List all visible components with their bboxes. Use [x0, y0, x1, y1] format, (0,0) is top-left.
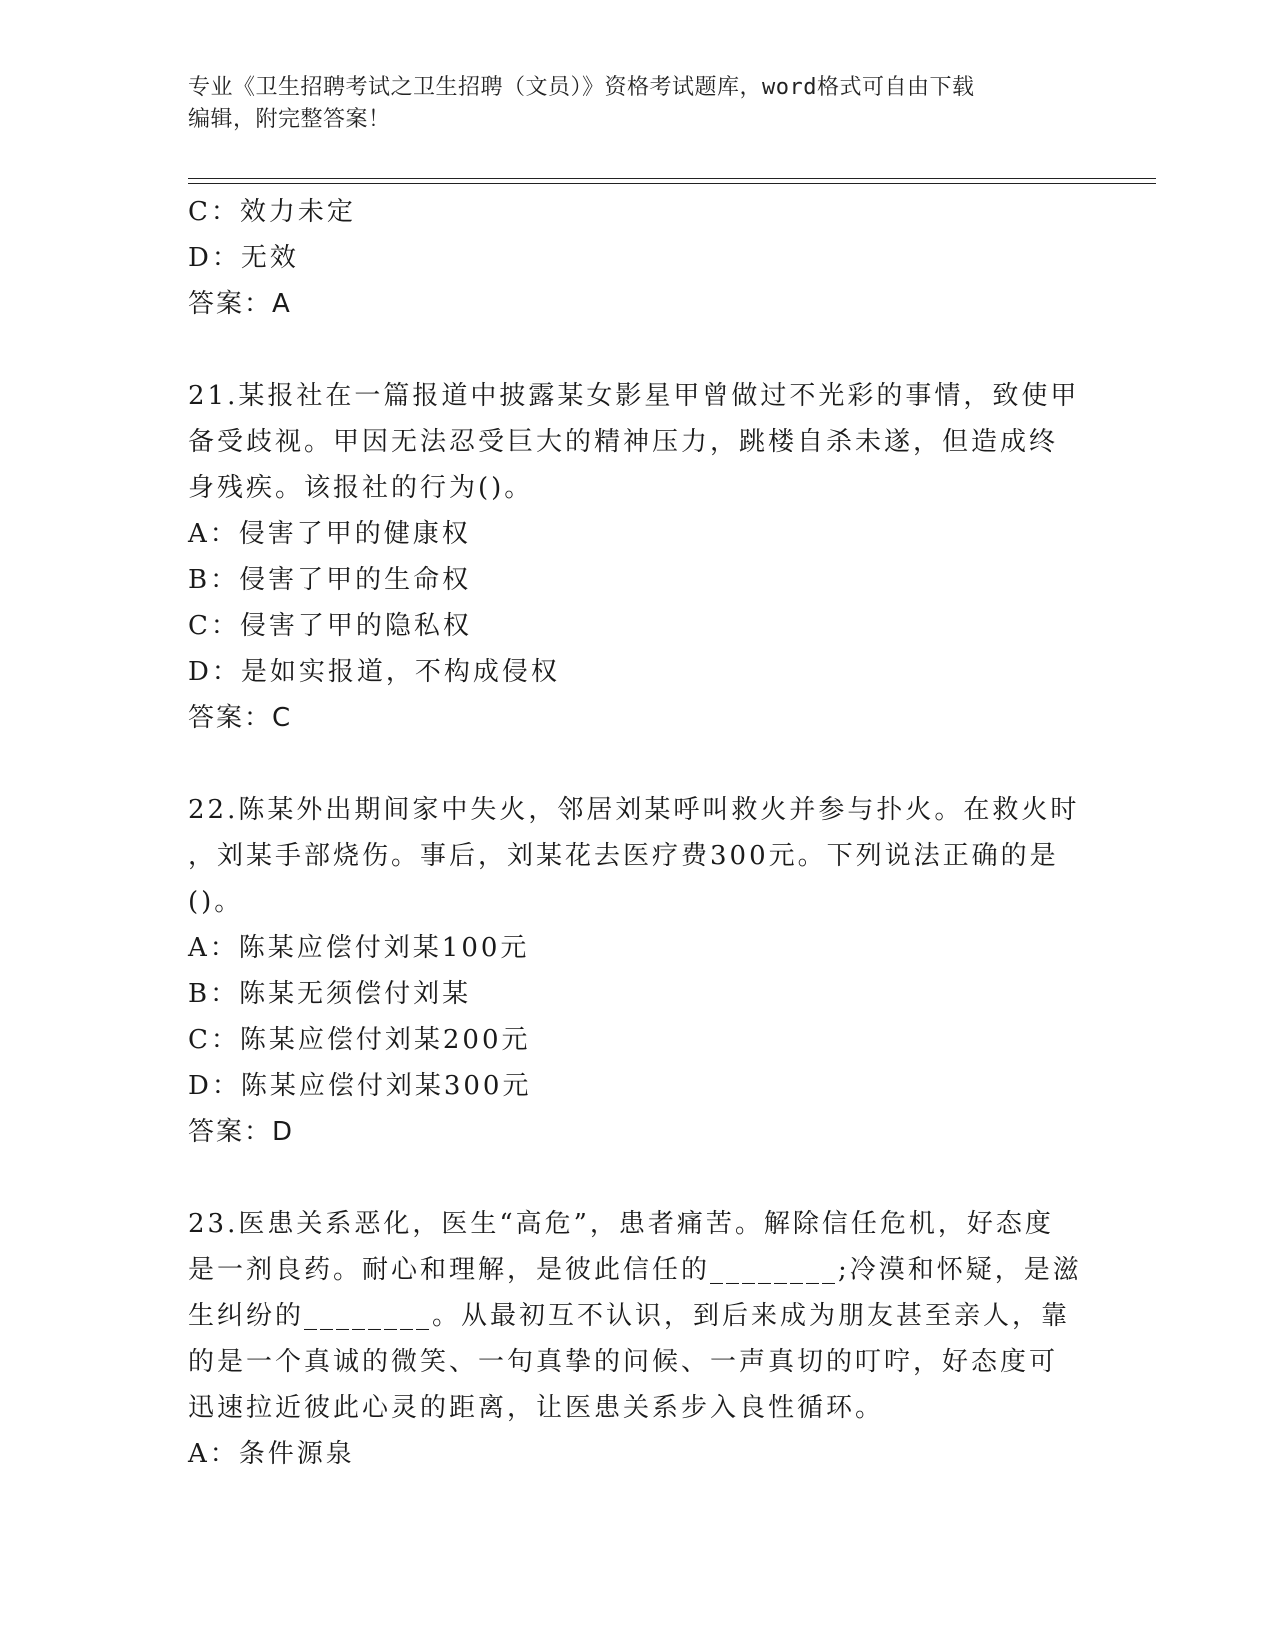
option-a: A：条件源泉 — [188, 1439, 355, 1469]
header-line-2: 编辑，附完整答案！ — [188, 107, 391, 132]
question-text-line: 22.陈某外出期间家中失火，邻居刘某呼叫救火并参与扑火。在救火时 — [188, 795, 1080, 825]
question-22 — [188, 787, 1088, 1155]
option-d: D：无效 — [188, 243, 299, 273]
document-header — [188, 72, 1088, 136]
question-text-line: 备受歧视。甲因无法忍受巨大的精神压力，跳楼自杀未遂，但造成终 — [188, 427, 1059, 457]
answer-line: 答案：A — [188, 289, 292, 319]
header-line-1: 专业《卫生招聘考试之卫生招聘（文员）》资格考试题库，word格式可自由下载 — [188, 75, 975, 100]
question-content — [188, 189, 1088, 1477]
header-rule-top — [188, 178, 1156, 179]
question-text-line: 的是一个真诚的微笑、一句真挚的问候、一声真切的叮咛，好态度可 — [188, 1347, 1059, 1377]
option-a: A：陈某应偿付刘某100元 — [188, 933, 530, 963]
answer-line: 答案：C — [188, 703, 293, 733]
question-text-line: 23.医患关系恶化，医生“高危”，患者痛苦。解除信任危机，好态度 — [188, 1209, 1054, 1239]
spacer — [188, 1155, 1088, 1201]
question-text-line: 是一剂良药。耐心和理解，是彼此信任的________;冷漠和怀疑，是滋 — [188, 1255, 1082, 1285]
question-text-line: ，刘某手部烧伤。事后，刘某花去医疗费300元。下列说法正确的是 — [188, 841, 1059, 871]
option-b: B：侵害了甲的生命权 — [188, 565, 472, 595]
option-d: D：是如实报道，不构成侵权 — [188, 657, 560, 687]
option-b: B：陈某无须偿付刘某 — [188, 979, 472, 1009]
option-c: C：陈某应偿付刘某200元 — [188, 1025, 531, 1055]
option-c: C：效力未定 — [188, 197, 356, 227]
option-c: C：侵害了甲的隐私权 — [188, 611, 472, 641]
option-d: D：陈某应偿付刘某300元 — [188, 1071, 532, 1101]
question-23 — [188, 1201, 1088, 1477]
question-21 — [188, 373, 1088, 741]
question-text-line: 迅速拉近彼此心灵的距离，让医患关系步入良性循环。 — [188, 1393, 885, 1423]
answer-line: 答案：D — [188, 1117, 295, 1147]
question-text-line: 身残疾。该报社的行为()。 — [188, 473, 534, 503]
header-rule-bottom — [188, 183, 1156, 184]
option-a: A：侵害了甲的健康权 — [188, 519, 471, 549]
spacer — [188, 741, 1088, 787]
question-text-line: 21.某报社在一篇报道中披露某女影星甲曾做过不光彩的事情，致使甲 — [188, 381, 1080, 411]
spacer — [188, 327, 1088, 373]
question-text-line: 生纠纷的________。从最初互不认识，到后来成为朋友甚至亲人，靠 — [188, 1301, 1071, 1331]
prev-question — [188, 189, 1088, 327]
question-text-line: ()。 — [188, 887, 244, 917]
